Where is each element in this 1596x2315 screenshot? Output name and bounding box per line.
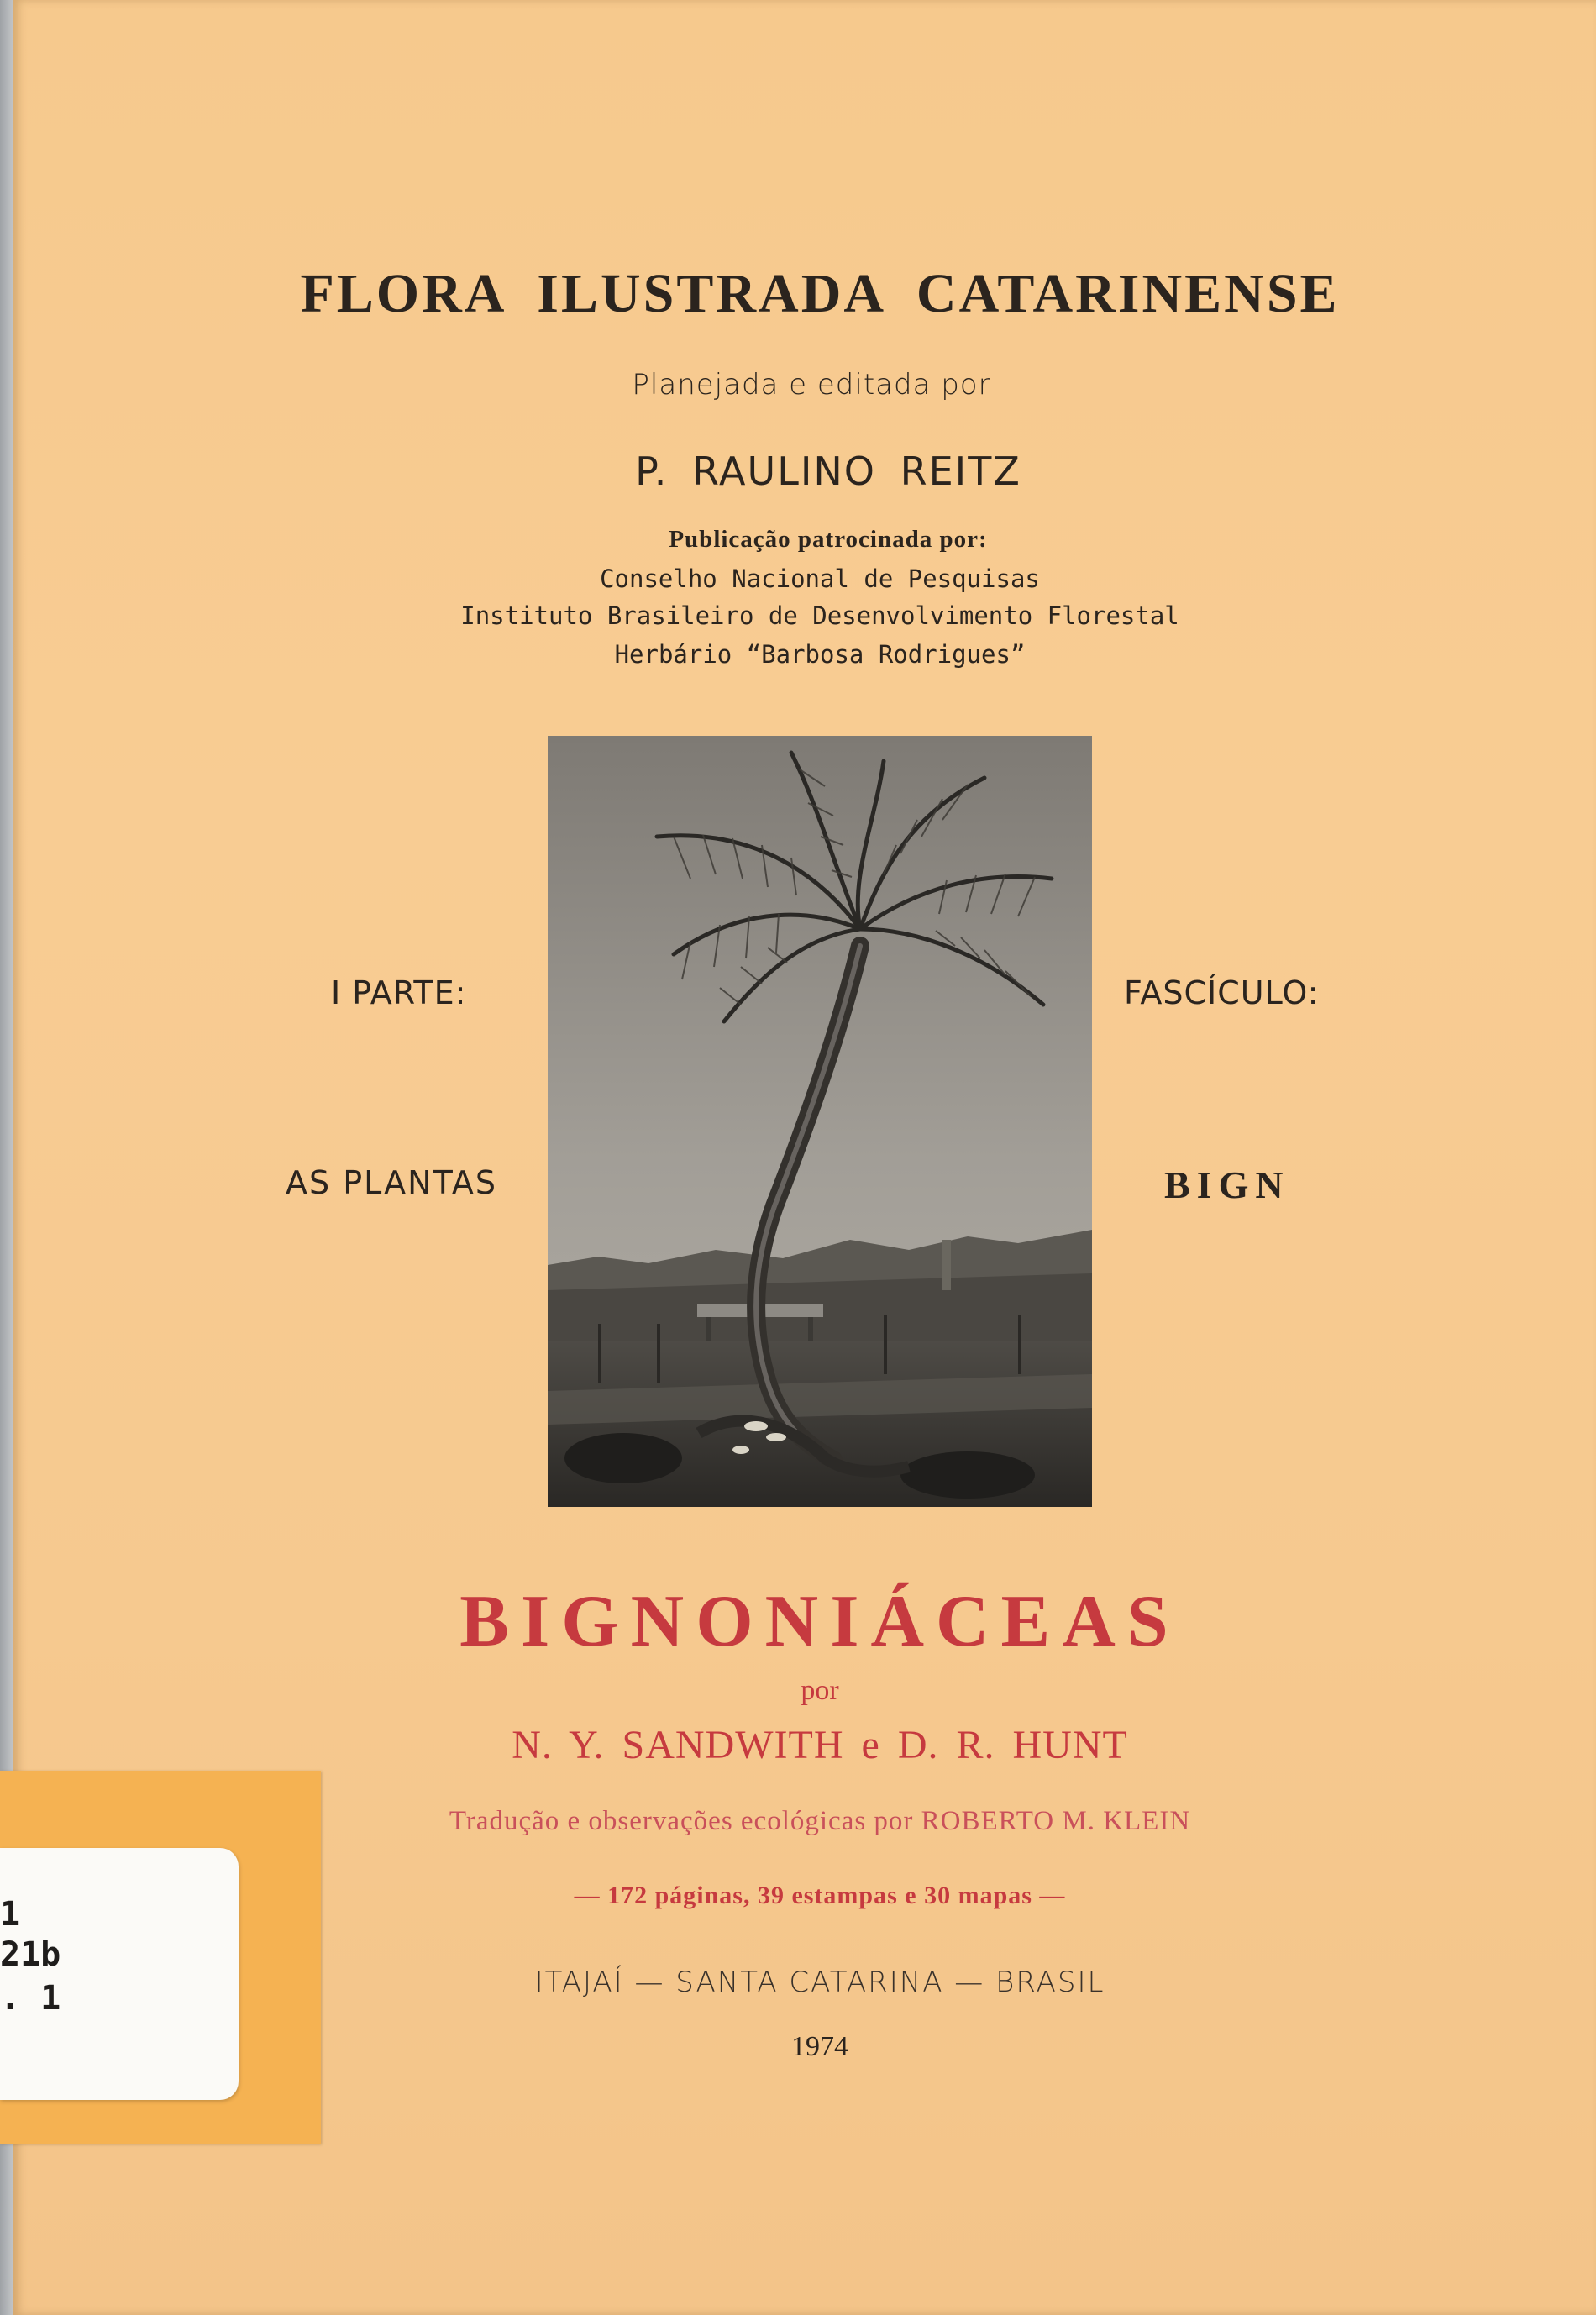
call-number-line: 21b [0,1935,61,1974]
edited-by-line: Planejada e editada por [632,368,991,402]
fascicle-label: FASCÍCULO: [1124,974,1320,1011]
translation-credit: Tradução e observações ecológicas por ROBERTO M. KLEIN [449,1806,1191,1836]
sponsor-item: Instituto Brasileiro de Desenvolvimento Florestal [460,601,1179,630]
publication-place: ITAJAÍ — SANTA CATARINA — BRASIL [534,1966,1105,1999]
by-word: por [801,1675,839,1706]
family-title: BIGNONIÁCEAS [459,1581,1180,1662]
call-number-line: 1 [0,1895,21,1934]
fascicle-value: BIGN [1164,1163,1290,1206]
palm-tree-icon [548,736,1092,1507]
publication-year: 1974 [791,2031,848,2062]
authors: N. Y. SANDWITH e D. R. HUNT [512,1723,1128,1767]
call-number-line: . 1 [0,1979,61,2018]
sponsor-heading: Publicação patrocinada por: [669,526,988,553]
series-title: FLORA ILUSTRADA CATARINENSE [300,263,1340,324]
call-number-sticker [0,1848,239,2100]
pages-info: — 172 páginas, 39 estampas e 30 mapas — [574,1882,1066,1909]
sponsor-item: Herbário “Barbosa Rodrigues” [614,640,1026,669]
editor-name: P. RAULINO REITZ [635,449,1021,494]
part-label: I PARTE: [331,974,467,1011]
part-value: AS PLANTAS [286,1164,497,1201]
palm-tree-photo [548,736,1092,1507]
sponsor-item: Conselho Nacional de Pesquisas [600,564,1040,593]
